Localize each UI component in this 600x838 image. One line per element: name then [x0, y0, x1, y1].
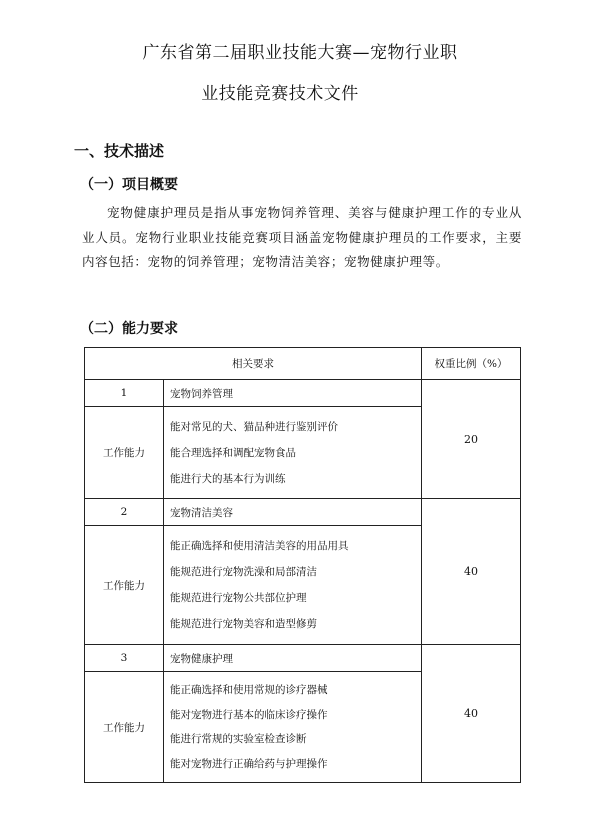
ability-items [164, 672, 422, 783]
list-item: 能规范进行宠物洗澡和局部清洁 [170, 566, 317, 578]
section-weight: 40 [422, 645, 521, 783]
section-weight: 20 [422, 380, 521, 499]
subsection-heading-project-overview: （一）项目概要 [80, 177, 178, 193]
work-ability-label: 工作能力 [85, 407, 164, 499]
list-item: 能对宠物进行基本的临床诊疗操作 [170, 708, 328, 721]
table-row [85, 645, 521, 672]
work-ability-label: 工作能力 [85, 672, 164, 783]
document-title-line2: 业技能竞赛技术文件 [201, 84, 359, 104]
requirements-table [84, 347, 521, 783]
header-requirements: 相关要求 [85, 348, 422, 380]
work-ability-label: 工作能力 [85, 526, 164, 645]
subsection-heading-ability-requirements: （二）能力要求 [80, 321, 178, 337]
document-title-line1: 广东省第二届职业技能大赛—宠物行业职 [142, 43, 458, 63]
section-heading-technical-description: 一、技术描述 [74, 142, 165, 160]
list-item: 能对宠物进行正确给药与护理操作 [170, 757, 328, 770]
section-category: 宠物健康护理 [164, 645, 422, 672]
ability-items [164, 407, 422, 499]
list-item: 能正确选择和使用常规的诊疗器械 [170, 684, 328, 696]
section-category: 宠物饲养管理 [164, 380, 422, 407]
table-header-row [85, 348, 521, 380]
ability-items [164, 526, 422, 645]
section-category: 宠物清洁美容 [164, 499, 422, 526]
section-number: 2 [85, 499, 164, 526]
section-number: 3 [85, 645, 164, 672]
section-number: 1 [85, 380, 164, 407]
list-item: 能进行犬的基本行为训练 [170, 472, 286, 485]
section-weight: 40 [422, 499, 521, 645]
list-item: 能进行常规的实验室检查诊断 [170, 733, 307, 745]
header-weight: 权重比例（%） [422, 348, 521, 380]
list-item: 能规范进行宠物美容和造型修剪 [170, 618, 317, 630]
overview-paragraph: 宠物健康护理员是指从事宠物饲养管理、美容与健康护理工作的专业从业人员。宠物行业职业技能竞赛项目涵盖宠物健康护理员的工作要求，主要内容包括：宠物的饲养管理；宠物清洁美容；宠物健康护理等。 [82, 205, 522, 269]
list-item: 能正确选择和使用清洁美容的用品用具 [170, 540, 349, 552]
list-item: 能规范进行宠物公共部位护理 [170, 592, 307, 604]
table-row [85, 380, 521, 407]
list-item: 能合理选择和调配宠物食品 [170, 446, 296, 459]
list-item: 能对常见的犬、猫品种进行鉴别评价 [170, 420, 338, 433]
table-row [85, 499, 521, 526]
